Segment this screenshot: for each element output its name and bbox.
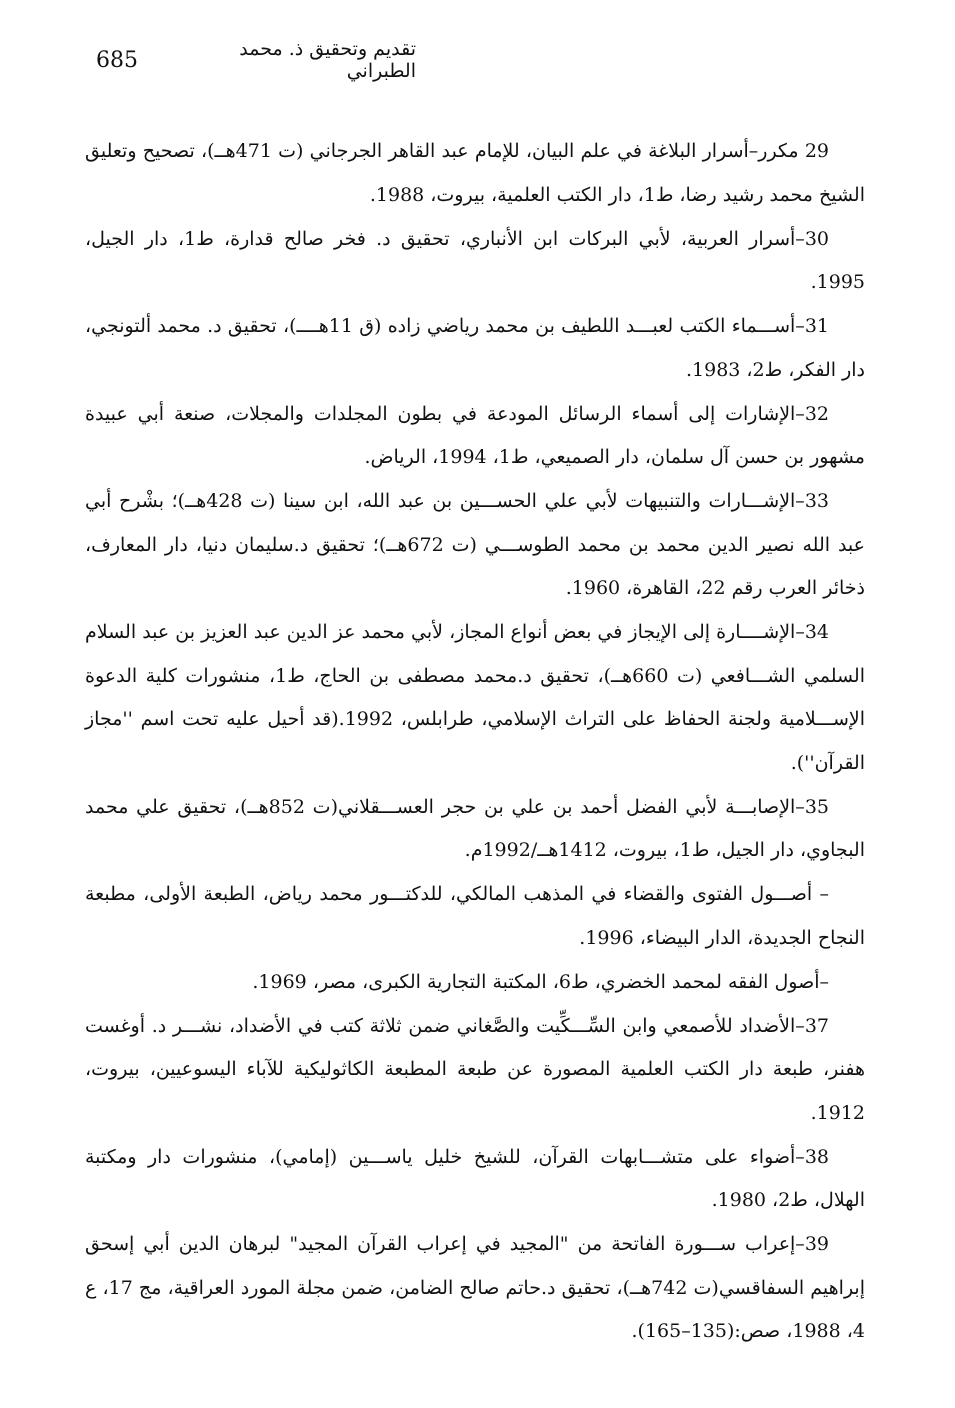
bibliography-entry: – أصـــول الفتوى والقضاء في المذهب المالكي، للدكتـــور محمد رياض، الطبعة الأولى، مطبعة النجاح الجديدة، الدار البيضاء، 1996. (85, 883, 865, 949)
bibliography-entry: –أصول الفقه لمحمد الخضري، ط6، المكتبة التجارية الكبرى، مصر، 1969. (252, 970, 829, 993)
bibliography-entry: 33–الإشـــارات والتنبيهات لأبي علي الحســـين بن عبد الله، ابن سينا (ت 428هــ)؛ بشْرح أبي عبد الله نصير الدين محمد بن محمد الطوســـي (ت 672هــ)؛ تحقيق د.سليمان دنيا، دار المعارف، ذخائر العرب رقم 22، القاهرة، 1960. (85, 490, 865, 599)
bibliography-entry: 31–أســـماء الكتب لعبـــد اللطيف بن محمد رياضي زاده (ق 11هــــ)، تحقيق د. محمد ألتونجي، دار الفكر، ط2، 1983. (85, 315, 865, 381)
bibliography-entry: 32–الإشارات إلى أسماء الرسائل المودعة في بطون المجلدات والمجلات، صنعة أبي عبيدة مشهور بن حسن آل سلمان، دار الصميعي، ط1، 1994، الرياض. (85, 402, 865, 468)
running-head: تقديم وتحقيق ذ. محمد الطبراني (239, 38, 416, 82)
bibliography-entry: 38–أضواء على متشـــابهات القرآن، للشيخ خليل ياســـين (إمامي)، منشورات دار ومكتبة الهلال، ط2، 1980. (85, 1145, 865, 1211)
bibliography-entry: 29 مكرر–أسرار البلاغة في علم البيان، للإمام عبد القاهر الجرجاني (ت 471هــ)، تصحيح وتعليق الشيخ محمد رشيد رضا، ط1، دار الكتب العلمية، بيروت، 1988. (85, 140, 865, 206)
bibliography-entry: 37–الأضداد للأصمعي وابن السِّـــكِّيت والصَّغاني ضمن ثلاثة كتب في الأضداد، نشـــر د. أوغست هفنر، طبعة دار الكتب العلمية المصورة عن طبعة المطبعة الكاثوليكية للآباء اليسوعيين، بيروت، 1912. (85, 1014, 865, 1124)
bibliography-entry: 39–إعراب ســـورة الفاتحة من "المجيد في إعراب القرآن المجيد" لبرهان الدين أبي إسحق إبراهيم السفاقسي(ت 742هــ)، تحقيق د.حاتم صالح الضامن، ضمن مجلة المورد العراقية، مج 17، ع 4، 1988، صص:(135–165). (85, 1233, 865, 1342)
bibliography-entry: 34–الإشــــارة إلى الإيجاز في بعض أنواع المجاز، لأبي محمد عز الدين عبد العزيز بن عبد السلام السلمي الشـــافعي (ت 660هــ)، تحقيق د.محمد مصطفى بن الحاج، ط1، منشورات كلية الدعوة الإســـلامية ولجنة الحفاظ على التراث الإسلامي، طرابلس، 1992.(قد أحيل عليه تحت اسم ''مجاز القرآن''). (85, 621, 866, 774)
bibliography-entry: 30–أسرار العربية، لأبي البركات ابن الأنباري، تحقيق د. فخر صالح قدارة، ط1، دار الجيل، 1995. (85, 227, 865, 293)
bibliography-list (85, 130, 865, 1354)
page-number: 685 (96, 47, 138, 73)
bibliography-entry: 35–الإصابـــة لأبي الفضل أحمد بن علي بن حجر العســـقلاني(ت 852هــ)، تحقيق علي محمد البجاوي، دار الجيل، ط1، بيروت، 1412هــ/1992م. (85, 795, 865, 861)
page-header (96, 40, 416, 80)
